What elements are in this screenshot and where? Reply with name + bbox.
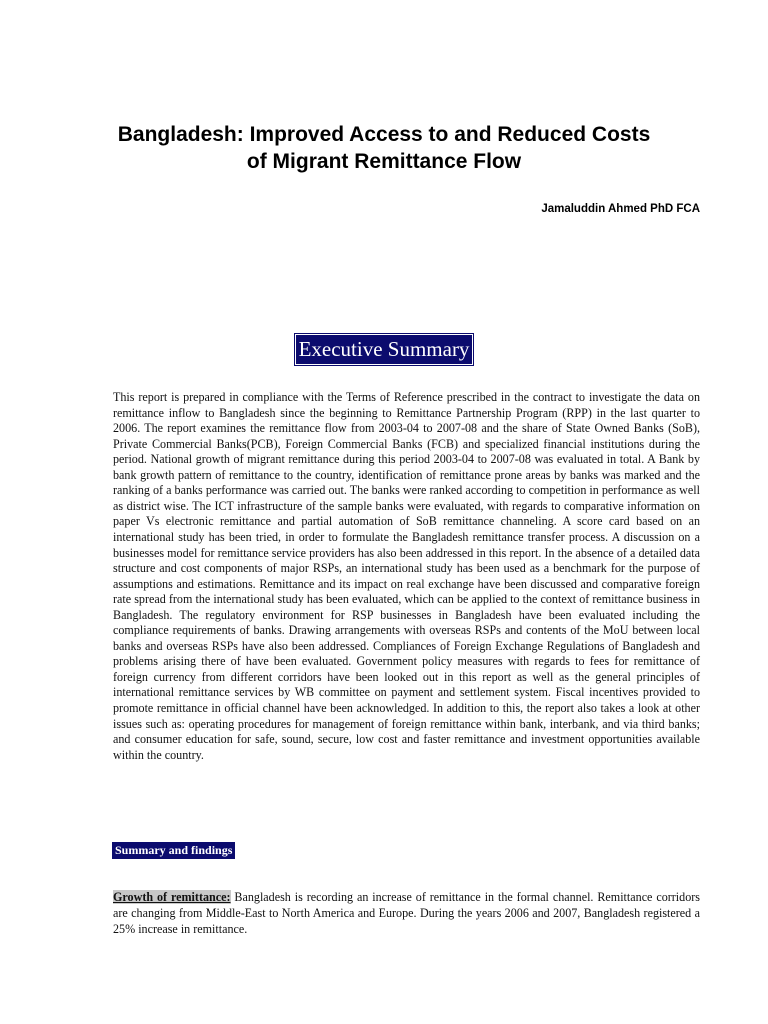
- author-name: Jamaluddin Ahmed PhD FCA: [541, 203, 700, 215]
- document-title: [60, 121, 708, 175]
- executive-summary-paragraph: This report is prepared in compliance with the Terms of Reference prescribed in the contract to investigate the data on remittance inflow to Bangladesh since the beginning to Remittance Partnership Program (RPP) in the last quarter to 2006. The report examines the remittance flow from 2003-04 to 2007-08 and the share of State Owned Banks (SoB), Private Commercial Banks(PCB), Foreign Commercial Banks (FCB) and specialized financial institutions during the period. National growth of migrant remittance during this period 2003-04 to 2007-08 was evaluated in total. A Bank by bank growth pattern of remittance to the country, identification of remittance prone areas by banks was marked and the ranking of a banks performance was carried out. The banks were ranked according to competition in performance as well as district wise. The ICT infrastructure of the sample banks were evaluated, with regards to comparative information on paper Vs electronic remittance and partial automation of SoB remittance channeling. A score card based on an international study has been tried, in order to formulate the Bangladesh remittance transfer process. A discussion on a businesses model for remittance service providers has also been addressed in this report. In the absence of a detailed data structure and cost components of major RSPs, an international study has been used as a benchmark for the purpose of assumptions and estimations. Remittance and its impact on real exchange have been discussed and comparative foreign rate spread from the international study has been evaluated, which can be applied to the context of remittance business in Bangladesh. The regulatory environment for RSP businesses in Bangladesh have been evaluated including the compliance requirements of banks. Drawing arrangements with overseas RSPs and contents of the MoU between local banks and overseas RSPs have also been addressed. Compliances of Foreign Exchange Regulations of Bangladesh and problems arising there of have been evaluated. Government policy measures with regards to fees for remittance of foreign currency from different corridors have been looked out in this report as well as the general principles of international remittance services by WB committee on payment and settlement system. Fiscal incentives provided to promote remittance in official channel have been acknowledged. In addition to this, the report also takes a look at other issues such as: operating procedures for management of foreign remittance within bank, interbank, and via third banks; and consumer education for safe, sound, secure, low cost and faster remittance and investment opportunities available within the country.: [113, 390, 700, 762]
- executive-summary-heading: Executive Summary: [296, 335, 473, 364]
- summary-findings-heading: Summary and findings: [112, 842, 235, 859]
- growth-paragraph: [113, 889, 700, 937]
- title-line-2: of Migrant Remittance Flow: [246, 150, 522, 173]
- title-line-1: Bangladesh: Improved Access to and Reduced Costs: [117, 123, 651, 146]
- section-heading-wrapper: [0, 335, 768, 364]
- growth-text: Bangladesh is recording an increase of remittance in the formal channel. Remittance corridors are changing from Middle-East to North America and Europe. During the years 2006 and 2007, Bangladesh registered a 25% increase in remittance.: [113, 890, 700, 937]
- growth-label: Growth of remittance:: [113, 890, 231, 905]
